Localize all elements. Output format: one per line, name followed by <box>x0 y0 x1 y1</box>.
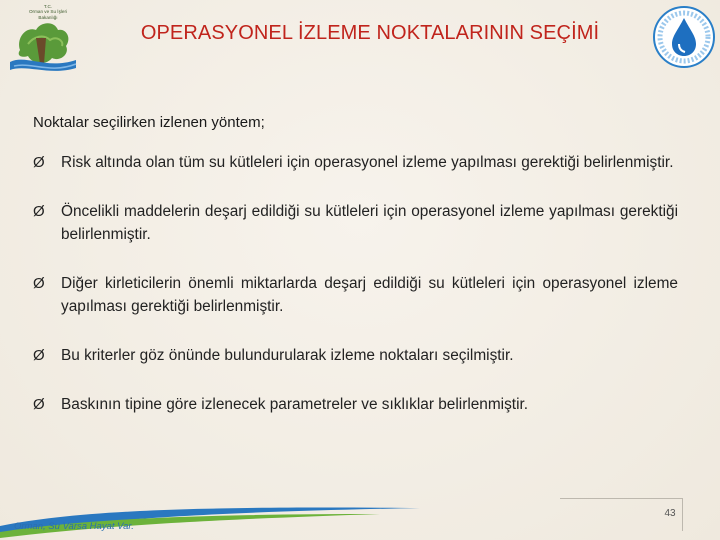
ministry-logo <box>6 4 80 74</box>
list-item-text: Diğer kirleticilerin önemli miktarlarda deşarj edildiği su kütleleri için operasyonel izleme yapılması gerektiği belirlenmiştir. <box>61 275 678 315</box>
footer-swoosh <box>0 488 420 540</box>
subheading: Noktalar seçilirken izlenen yöntem; <box>33 114 265 131</box>
arrow-bullet-icon: Ø <box>33 347 45 364</box>
water-seal-logo <box>652 4 716 70</box>
list-item <box>33 344 678 367</box>
list-item <box>33 200 678 246</box>
footer-slogan: Orman, Su Varsa Hayat Var. <box>14 521 134 532</box>
content <box>33 114 678 442</box>
header <box>0 0 720 78</box>
list-item-text: Öncelikli maddelerin deşarj edildiği su kütleleri için operasyonel izleme yapılması gerektiği belirlenmiştir. <box>61 203 678 243</box>
list-item <box>33 272 678 318</box>
ministry-logo-text: T.C. Orman ve Su İşleri Bakanlığı <box>28 4 68 20</box>
page-number: 43 <box>664 508 676 519</box>
list-item <box>33 151 678 174</box>
water-drop-seal-icon <box>652 4 716 70</box>
list-item-text: Baskının tipine göre izlenecek parametreler ve sıklıklar belirlenmiştir. <box>61 396 529 413</box>
arrow-bullet-icon: Ø <box>33 275 45 292</box>
list-item-text: Bu kriterler göz önünde bulundurularak izleme noktaları seçilmiştir. <box>61 347 514 364</box>
arrow-bullet-icon: Ø <box>33 203 45 220</box>
arrow-bullet-icon: Ø <box>33 396 45 413</box>
arrow-bullet-icon: Ø <box>33 154 45 171</box>
page-title: OPERASYONEL İZLEME NOKTALARININ SEÇİMİ <box>140 22 600 44</box>
list-item <box>33 393 678 416</box>
list-item-text: Risk altında olan tüm su kütleleri için operasyonel izleme yapılması gerektiği belirlenmiştir. <box>61 154 674 171</box>
